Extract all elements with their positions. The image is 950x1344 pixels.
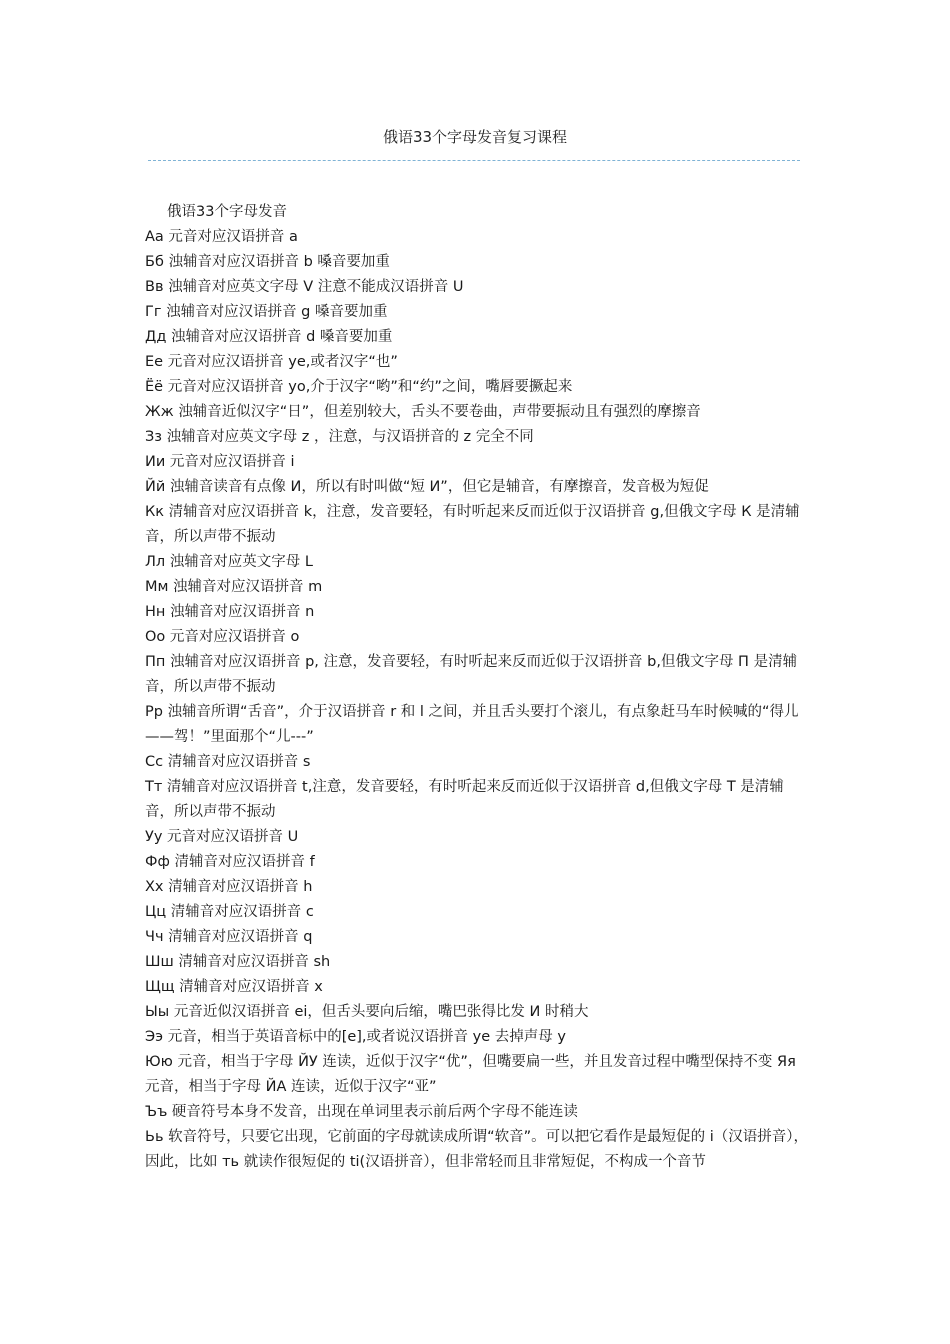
- letter-entry-y: Ыы 元音近似汉语拼音 ei，但舌头要向后缩，嘴巴张得比发 И 时稍大: [145, 1004, 589, 1020]
- letter-entry-e: Ээ 元音，相当于英语音标中的[e],或者说汉语拼音 ye 去掉声母 y: [145, 1029, 566, 1045]
- letter-entry-m: Мм 浊辅音对应汉语拼音 m: [145, 579, 323, 595]
- letter-entry-short-i: Йй 浊辅音读音有点像 И，所以有时叫做“短 И”，但它是辅音，有摩擦音，发音极为短促: [145, 479, 709, 495]
- title-divider: [148, 160, 800, 161]
- document-title: 俄语33个字母发音复习课程: [382, 128, 568, 146]
- letter-entry-l: Лл 浊辅音对应英文字母 L: [145, 554, 313, 570]
- letter-entry-d: Дд 浊辅音对应汉语拼音 d 嗓音要加重: [145, 329, 393, 345]
- letter-entry-f: Фф 清辅音对应汉语拼音 f: [145, 854, 315, 870]
- letter-entry-n: Нн 浊辅音对应汉语拼音 n: [145, 604, 315, 620]
- letter-entry-ts: Цц 清辅音对应汉语拼音 c: [145, 904, 314, 920]
- letter-entry-yu-ya: Юю 元音，相当于字母 ЙУ 连读，近似于汉字“优”，但嘴要扁一些，并且发音过程中嘴型保持不变 Яя 元音，相当于字母 ЙА 连读，近似于汉字“亚”: [145, 1054, 796, 1095]
- letter-entry-zh: Жж 浊辅音近似汉字“日”，但差别较大，舌头不要卷曲，声带要振动且有强烈的摩擦音: [145, 404, 701, 420]
- letter-entry-hard-sign: Ъъ 硬音符号本身不发音，出现在单词里表示前后两个字母不能连读: [145, 1104, 578, 1120]
- letter-entry-shch: Щщ 清辅音对应汉语拼音 x: [145, 979, 323, 995]
- letter-entry-b: Бб 浊辅音对应汉语拼音 b 嗓音要加重: [145, 254, 390, 270]
- letter-entry-g: Гг 浊辅音对应汉语拼音 g 嗓音要加重: [145, 304, 388, 320]
- letter-entry-i: Ии 元音对应汉语拼音 i: [145, 454, 295, 470]
- letter-entry-p: Пп 浊辅音对应汉语拼音 p, 注意，发音要轻，有时听起来反而近似于汉语拼音 b,但俄文字母 П 是清辅音，所以声带不振动: [145, 654, 798, 695]
- letter-entry-a: Аа 元音对应汉语拼音 a: [145, 229, 298, 245]
- letter-entry-ch: Чч 清辅音对应汉语拼音 q: [145, 929, 313, 945]
- letter-entry-kh: Хх 清辅音对应汉语拼音 h: [145, 879, 313, 895]
- letter-entry-yo: Ёё 元音对应汉语拼音 yo,介于汉字“哟”和“约”之间，嘴唇要撅起来: [145, 379, 573, 395]
- letter-entry-o: Оо 元音对应汉语拼音 o: [145, 629, 300, 645]
- letter-entry-t: Тт 清辅音对应汉语拼音 t,注意，发音要轻，有时听起来反而近似于汉语拼音 d,但俄文字母 Т 是清辅音，所以声带不振动: [145, 779, 784, 820]
- document-body: [145, 200, 809, 1175]
- letter-entry-r: Рр 浊辅音所谓“舌音”，介于汉语拼音 r 和 l 之间，并且舌头要打个滚儿，有点象赶马车时候喊的“得儿——驾！”里面那个“儿---”: [145, 704, 799, 745]
- letter-entry-z: Зз 浊辅音对应英文字母 z ，注意，与汉语拼音的 z 完全不同: [145, 429, 534, 445]
- letter-entry-ye: Ее 元音对应汉语拼音 ye,或者汉字“也”: [145, 354, 398, 370]
- letter-entry-s: Сс 清辅音对应汉语拼音 s: [145, 754, 311, 770]
- section-heading: 俄语33个字母发音: [167, 204, 287, 220]
- letter-entry-k: Кк 清辅音对应汉语拼音 k，注意，发音要轻，有时听起来反而近似于汉语拼音 g,但俄文字母 К 是清辅音，所以声带不振动: [145, 504, 800, 545]
- letter-entry-v: Вв 浊辅音对应英文字母 V 注意不能成汉语拼音 U: [145, 279, 464, 295]
- letter-entry-soft-sign: Ьь 软音符号，只要它出现，它前面的字母就读成所谓“软音”。可以把它看作是最短促的 i（汉语拼音），因此，比如 ть 就读作很短促的 ti(汉语拼音），但非常轻而且非常短促，不构成一个音节: [145, 1129, 809, 1170]
- letter-entry-u: Уу 元音对应汉语拼音 U: [145, 829, 299, 845]
- letter-entry-sh: Шш 清辅音对应汉语拼音 sh: [145, 954, 331, 970]
